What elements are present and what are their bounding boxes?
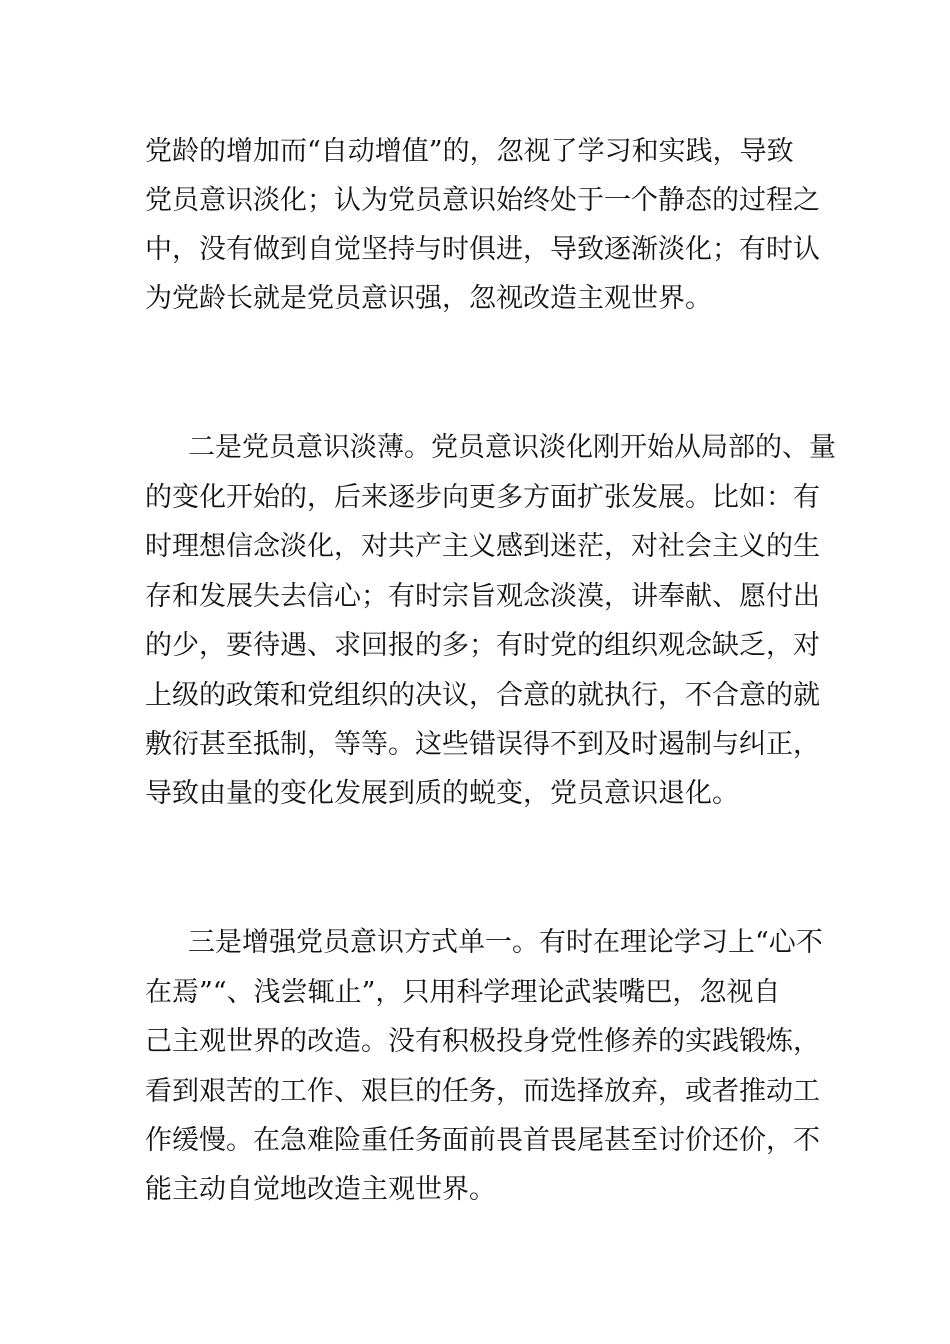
text-line: 能主动自觉地改造主观世界。 [145, 1174, 496, 1205]
text-line: 为党龄长就是党员意识强，忽视改造主观世界。 [145, 283, 712, 314]
text-line: 的少，要待遇、求回报的多；有时党的组织观念缺乏，对 [145, 630, 820, 661]
text-line: 看到艰苦的工作、艰巨的任务，而选择放弃，或者推动工 [145, 1076, 820, 1107]
text-line: 时理想信念淡化，对共产主义感到迷茫，对社会主义的生 [145, 531, 820, 562]
text-line: 导致由量的变化发展到质的蜕变，党员意识退化。 [145, 778, 739, 809]
text-line: 三是增强党员意识方式单一。有时在理论学习上“心不 [188, 927, 823, 958]
text-line: 党龄的增加而“自动增值”的，忽视了学习和实践，导致 [145, 136, 794, 167]
text-line: 的变化开始的，后来逐步向更多方面扩张发展。比如：有 [145, 482, 820, 513]
text-line: 在焉”“、浅尝辄止”，只用科学理论武装嘴巴，忽视自 [145, 977, 781, 1008]
text-line: 上级的政策和党组织的决议，合意的就执行，不合意的就 [145, 680, 820, 711]
text-line: 存和发展失去信心；有时宗旨观念淡漠，讲奉献、愿付出 [145, 581, 820, 612]
text-line: 中，没有做到自觉坚持与时俱进，导致逐渐淡化；有时认 [145, 234, 820, 265]
text-line: 党员意识淡化；认为党员意识始终处于一个静态的过程之 [145, 185, 820, 216]
text-line: 己主观世界的改造。没有积极投身党性修养的实践锻炼， [145, 1026, 820, 1057]
text-line: 作缓慢。在急难险重任务面前畏首畏尾甚至讨价还价，不 [145, 1125, 820, 1156]
text-line: 敷衍甚至抵制，等等。这些错误得不到及时遏制与纠正， [145, 729, 820, 760]
text-line: 二是党员意识淡薄。党员意识淡化刚开始从局部的、量 [188, 432, 836, 463]
